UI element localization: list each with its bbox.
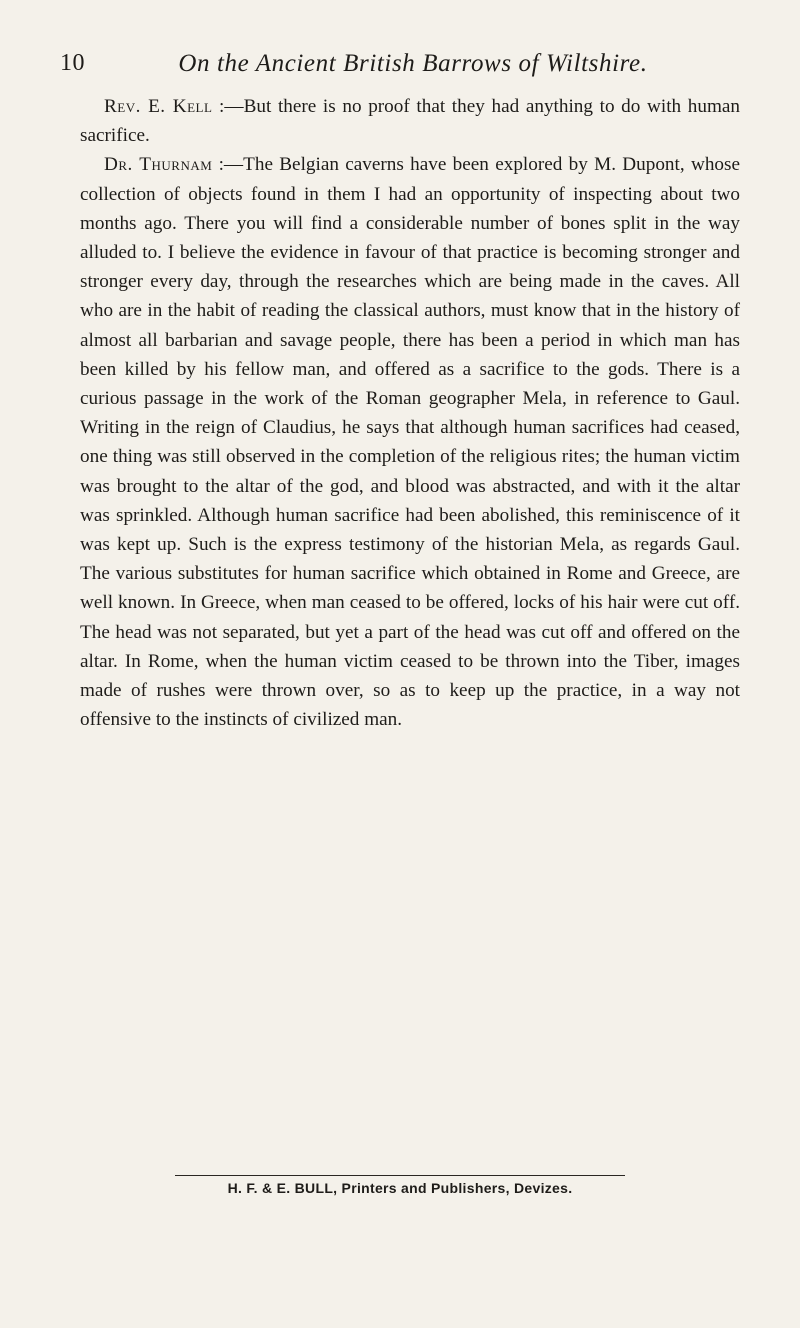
paragraph-text: The Belgian caverns have been explored by M. Dupont, whose collection of objects found in them I had an opportunity of inspecting about two months ago. There you will find a considerable number of bones split in the way alluded to. I believe the evidence in favour of that practice is becoming stronger and stronger every day, through the researches which are being made in the caves. All who are in the habit of reading the classical authors, must know that in the history of almost all barbarian and savage people, there has been a period in which man has been killed by his fellow man, and offered as a sacrifice to the gods. There is a curious passage in the work of the Roman geographer Mela, in reference to Gaul. Writing in the reign of Claudius, he says that although human sacrifices had ceased, one thing was <box>80 154 740 468</box>
printer-imprint: H. F. & E. BULL, Printers and Publishers, Devizes. <box>227 1180 573 1196</box>
paragraph-kell <box>80 92 740 150</box>
speaker-separator: :— <box>212 96 244 117</box>
footer-rule <box>175 1175 625 1176</box>
page-header <box>60 50 730 90</box>
body-text <box>80 92 740 734</box>
speaker-name: Rev. E. Kell <box>104 96 213 117</box>
illegible-word: still <box>192 446 221 468</box>
speaker-separator: :— <box>212 154 244 176</box>
running-title: On the Ancient British Barrows of Wiltshire. <box>178 50 648 77</box>
paragraph-thurnam <box>80 150 740 734</box>
paragraph-text: But there is no proof that they had anything to do with human sacrifice. <box>80 96 740 147</box>
paragraph-text-continued: observed in the completion of the religious rites; the human victim was brought to the altar of the god, and blood was abstracted, and with it the altar was sprinkled. Although human sacrifice had been abolished, this reminiscence of it was kept up. Such is the express testimony of the historian Mela, as regards Gaul. The various substitutes for human sacrifice which obtained in Rome and Greece, are well known. In Greece, when man ceased to be offered, locks of his hair were cut off. The head was not separated, but yet a part of the head was cut off and offered on the altar. In Rome, when the human victim ceased to be thrown into the Tiber, images made of rushes were thrown over, so as to keep up the practice, in a way not offensive to the instincts of civilized man. <box>80 446 740 731</box>
page-number: 10 <box>60 50 85 76</box>
speaker-name: Dr. Thurnam <box>104 154 213 176</box>
